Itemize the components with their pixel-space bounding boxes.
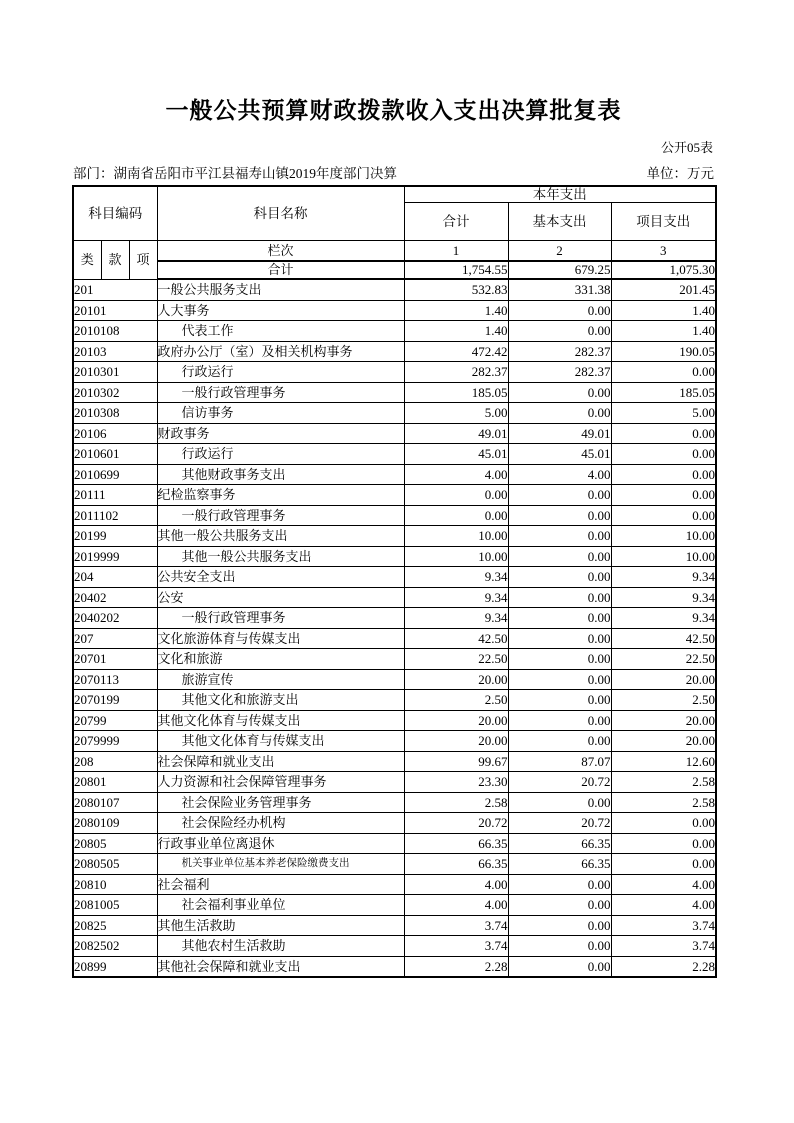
- cell-subject-name: 其他一般公共服务支出: [157, 526, 404, 547]
- document-content: [72, 0, 715, 978]
- cell-subject-code: 20111: [73, 485, 157, 506]
- cell-subject-code: 2019999: [73, 546, 157, 567]
- cell-subject-name: 其他财政事务支出: [157, 464, 404, 485]
- table-row: [73, 669, 716, 690]
- header-section: 款: [101, 241, 129, 280]
- table-row: [73, 403, 716, 424]
- cell-project-value: 1.40: [611, 300, 716, 321]
- cell-subject-code: 20801: [73, 772, 157, 793]
- cell-total-value: 9.34: [404, 608, 508, 629]
- cell-project-value: 0.00: [611, 505, 716, 526]
- cell-subject-name: 财政事务: [157, 423, 404, 444]
- cell-subject-name: 一般行政管理事务: [157, 382, 404, 403]
- cell-project-value: 3.74: [611, 936, 716, 957]
- cell-project-value: 4.00: [611, 895, 716, 916]
- table-row: [73, 956, 716, 977]
- cell-total-value: 2.58: [404, 792, 508, 813]
- cell-basic-value: 20.72: [508, 813, 611, 834]
- cell-basic-value: 0.00: [508, 505, 611, 526]
- table-row: [73, 690, 716, 711]
- cell-subject-name: 其他一般公共服务支出: [157, 546, 404, 567]
- cell-project-value: 0.00: [611, 362, 716, 383]
- cell-project-value: 10.00: [611, 526, 716, 547]
- cell-project-value: 9.34: [611, 608, 716, 629]
- cell-subject-name: 一般行政管理事务: [157, 608, 404, 629]
- cell-basic-value: 0.00: [508, 567, 611, 588]
- cell-subject-code: 20103: [73, 341, 157, 362]
- table-row: [73, 608, 716, 629]
- cell-project-value: 0.00: [611, 464, 716, 485]
- page-title: 一般公共预算财政拨款收入支出决算批复表: [165, 97, 622, 123]
- table-row: [73, 526, 716, 547]
- cell-subject-name: 公安: [157, 587, 404, 608]
- cell-total-value: 185.05: [404, 382, 508, 403]
- table-row: [73, 464, 716, 485]
- cell-project-value: 0.00: [611, 423, 716, 444]
- cell-basic-value: 0.00: [508, 526, 611, 547]
- cell-total-value: 9.34: [404, 587, 508, 608]
- table-row: [73, 731, 716, 752]
- cell-total-value: 4.00: [404, 464, 508, 485]
- table-row: [73, 833, 716, 854]
- department-label: 部门：湖南省岳阳市平江县福寿山镇2019年度部门决算: [73, 166, 397, 182]
- cell-basic-value: 0.00: [508, 628, 611, 649]
- cell-subject-name: 机关事业单位基本养老保险缴费支出: [157, 854, 404, 875]
- cell-total-value: 23.30: [404, 772, 508, 793]
- cell-subject-name: 一般行政管理事务: [157, 505, 404, 526]
- header-col-num-2: 2: [508, 241, 611, 262]
- cell-total-value: 49.01: [404, 423, 508, 444]
- cell-basic-value: 49.01: [508, 423, 611, 444]
- cell-basic-value: 4.00: [508, 464, 611, 485]
- table-row: [73, 505, 716, 526]
- cell-total-value: 472.42: [404, 341, 508, 362]
- cell-subject-code: 2040202: [73, 608, 157, 629]
- cell-project-value: 20.00: [611, 731, 716, 752]
- cell-subject-code: 2081005: [73, 895, 157, 916]
- totals-total-value: 1,754.55: [404, 261, 508, 279]
- table-row: [73, 423, 716, 444]
- cell-project-value: 22.50: [611, 649, 716, 670]
- cell-total-value: 10.00: [404, 526, 508, 547]
- cell-subject-code: 201: [73, 279, 157, 300]
- cell-basic-value: 0.00: [508, 874, 611, 895]
- cell-subject-name: 文化旅游体育与传媒支出: [157, 628, 404, 649]
- cell-subject-code: 2080505: [73, 854, 157, 875]
- cell-project-value: 0.00: [611, 813, 716, 834]
- table-row: [73, 279, 716, 300]
- cell-project-value: 2.58: [611, 772, 716, 793]
- cell-total-value: 3.74: [404, 915, 508, 936]
- cell-subject-name: 社会保险业务管理事务: [157, 792, 404, 813]
- cell-basic-value: 282.37: [508, 362, 611, 383]
- totals-basic-value: 679.25: [508, 261, 611, 279]
- cell-subject-name: 公共安全支出: [157, 567, 404, 588]
- cell-subject-name: 其他文化和旅游支出: [157, 690, 404, 711]
- table-row: [73, 546, 716, 567]
- cell-subject-code: 20805: [73, 833, 157, 854]
- cell-project-value: 9.34: [611, 587, 716, 608]
- cell-total-value: 22.50: [404, 649, 508, 670]
- cell-subject-name: 社会保险经办机构: [157, 813, 404, 834]
- table-row: [73, 300, 716, 321]
- cell-total-value: 1.40: [404, 321, 508, 342]
- cell-subject-code: 20106: [73, 423, 157, 444]
- cell-subject-name: 社会福利: [157, 874, 404, 895]
- table-row: [73, 341, 716, 362]
- unit-label: 单位：万元: [646, 166, 714, 182]
- table-row: [73, 362, 716, 383]
- cell-basic-value: 66.35: [508, 854, 611, 875]
- cell-basic-value: 331.38: [508, 279, 611, 300]
- cell-subject-name: 代表工作: [157, 321, 404, 342]
- cell-subject-code: 20799: [73, 710, 157, 731]
- cell-basic-value: 282.37: [508, 341, 611, 362]
- header-item: 项: [129, 241, 157, 280]
- cell-basic-value: 0.00: [508, 895, 611, 916]
- table-row: [73, 649, 716, 670]
- table-row: [73, 915, 716, 936]
- cell-total-value: 9.34: [404, 567, 508, 588]
- table-row: [73, 854, 716, 875]
- meta-row: [72, 162, 715, 182]
- cell-project-value: 5.00: [611, 403, 716, 424]
- cell-total-value: 20.72: [404, 813, 508, 834]
- budget-table: [72, 185, 717, 978]
- cell-subject-code: 20402: [73, 587, 157, 608]
- cell-basic-value: 0.00: [508, 731, 611, 752]
- cell-basic-value: 0.00: [508, 792, 611, 813]
- cell-subject-code: 207: [73, 628, 157, 649]
- cell-project-value: 0.00: [611, 854, 716, 875]
- cell-subject-code: 20101: [73, 300, 157, 321]
- header-col-num-1: 1: [404, 241, 508, 262]
- header-basic-expenditure: 基本支出: [508, 203, 611, 241]
- cell-total-value: 20.00: [404, 669, 508, 690]
- table-row: [73, 628, 716, 649]
- cell-project-value: 12.60: [611, 751, 716, 772]
- table-row: [73, 874, 716, 895]
- cell-total-value: 3.74: [404, 936, 508, 957]
- header-class: 类: [73, 241, 101, 280]
- cell-project-value: 3.74: [611, 915, 716, 936]
- cell-subject-name: 其他文化体育与传媒支出: [157, 731, 404, 752]
- table-row: [73, 772, 716, 793]
- header-row-column-index: [73, 241, 716, 262]
- cell-subject-code: 204: [73, 567, 157, 588]
- cell-total-value: 20.00: [404, 731, 508, 752]
- table-row: [73, 444, 716, 465]
- cell-project-value: 1.40: [611, 321, 716, 342]
- cell-subject-name: 社会保障和就业支出: [157, 751, 404, 772]
- cell-subject-name: 行政运行: [157, 362, 404, 383]
- cell-total-value: 66.35: [404, 833, 508, 854]
- cell-total-value: 0.00: [404, 485, 508, 506]
- cell-subject-code: 20701: [73, 649, 157, 670]
- cell-basic-value: 0.00: [508, 546, 611, 567]
- cell-basic-value: 45.01: [508, 444, 611, 465]
- cell-subject-code: 20825: [73, 915, 157, 936]
- cell-project-value: 10.00: [611, 546, 716, 567]
- totals-project-value: 1,075.30: [611, 261, 716, 279]
- cell-subject-code: 20899: [73, 956, 157, 977]
- cell-subject-name: 人力资源和社会保障管理事务: [157, 772, 404, 793]
- header-column-label: 栏次: [157, 241, 404, 262]
- table-row: [73, 751, 716, 772]
- cell-basic-value: 0.00: [508, 936, 611, 957]
- table-row: [73, 936, 716, 957]
- cell-total-value: 532.83: [404, 279, 508, 300]
- cell-subject-code: 2080109: [73, 813, 157, 834]
- cell-subject-name: 一般公共服务支出: [157, 279, 404, 300]
- cell-project-value: 20.00: [611, 710, 716, 731]
- cell-basic-value: 0.00: [508, 710, 611, 731]
- cell-subject-name: 旅游宣传: [157, 669, 404, 690]
- header-col-num-3: 3: [611, 241, 716, 262]
- cell-basic-value: 0.00: [508, 669, 611, 690]
- cell-basic-value: 0.00: [508, 321, 611, 342]
- table-row: [73, 710, 716, 731]
- cell-basic-value: 0.00: [508, 608, 611, 629]
- header-row-top: [73, 186, 716, 203]
- cell-subject-name: 行政运行: [157, 444, 404, 465]
- cell-basic-value: 0.00: [508, 956, 611, 977]
- cell-subject-code: 2070113: [73, 669, 157, 690]
- cell-project-value: 2.58: [611, 792, 716, 813]
- cell-total-value: 99.67: [404, 751, 508, 772]
- table-row: [73, 813, 716, 834]
- cell-total-value: 1.40: [404, 300, 508, 321]
- cell-total-value: 5.00: [404, 403, 508, 424]
- table-row: [73, 321, 716, 342]
- table-row: [73, 567, 716, 588]
- cell-basic-value: 0.00: [508, 382, 611, 403]
- cell-project-value: 0.00: [611, 444, 716, 465]
- cell-project-value: 4.00: [611, 874, 716, 895]
- cell-subject-code: 2082502: [73, 936, 157, 957]
- cell-total-value: 2.50: [404, 690, 508, 711]
- cell-subject-code: 2010301: [73, 362, 157, 383]
- cell-total-value: 0.00: [404, 505, 508, 526]
- cell-subject-name: 人大事务: [157, 300, 404, 321]
- cell-project-value: 2.50: [611, 690, 716, 711]
- table-row: [73, 485, 716, 506]
- cell-subject-code: 2010108: [73, 321, 157, 342]
- cell-total-value: 4.00: [404, 874, 508, 895]
- cell-basic-value: 0.00: [508, 485, 611, 506]
- cell-project-value: 190.05: [611, 341, 716, 362]
- cell-subject-code: 2070199: [73, 690, 157, 711]
- table-row: [73, 382, 716, 403]
- cell-project-value: 9.34: [611, 567, 716, 588]
- header-current-year-expenditure: 本年支出: [404, 186, 716, 203]
- cell-basic-value: 0.00: [508, 403, 611, 424]
- cell-subject-name: 文化和旅游: [157, 649, 404, 670]
- cell-project-value: 0.00: [611, 485, 716, 506]
- cell-basic-value: 0.00: [508, 300, 611, 321]
- cell-subject-name: 其他文化体育与传媒支出: [157, 710, 404, 731]
- cell-basic-value: 20.72: [508, 772, 611, 793]
- cell-total-value: 2.28: [404, 956, 508, 977]
- cell-subject-code: 2010699: [73, 464, 157, 485]
- cell-subject-name: 其他生活救助: [157, 915, 404, 936]
- cell-subject-name: 政府办公厅（室）及相关机构事务: [157, 341, 404, 362]
- cell-subject-name: 社会福利事业单位: [157, 895, 404, 916]
- table-row: [73, 792, 716, 813]
- table-row: [73, 587, 716, 608]
- cell-subject-code: 2080107: [73, 792, 157, 813]
- cell-subject-code: 2079999: [73, 731, 157, 752]
- cell-subject-name: 其他农村生活救助: [157, 936, 404, 957]
- form-code-label: 公开05表: [660, 140, 713, 156]
- cell-basic-value: 87.07: [508, 751, 611, 772]
- cell-subject-code: 2010601: [73, 444, 157, 465]
- cell-project-value: 0.00: [611, 833, 716, 854]
- cell-project-value: 20.00: [611, 669, 716, 690]
- cell-total-value: 42.50: [404, 628, 508, 649]
- cell-subject-code: 20199: [73, 526, 157, 547]
- cell-subject-code: 20810: [73, 874, 157, 895]
- header-subject-code: 科目编码: [73, 186, 157, 241]
- cell-basic-value: 0.00: [508, 915, 611, 936]
- cell-subject-code: 2010302: [73, 382, 157, 403]
- totals-label: 合计: [157, 261, 404, 279]
- cell-total-value: 66.35: [404, 854, 508, 875]
- cell-project-value: 42.50: [611, 628, 716, 649]
- cell-subject-name: 信访事务: [157, 403, 404, 424]
- cell-total-value: 282.37: [404, 362, 508, 383]
- cell-project-value: 185.05: [611, 382, 716, 403]
- header-total: 合计: [404, 203, 508, 241]
- cell-project-value: 2.28: [611, 956, 716, 977]
- cell-subject-name: 纪检监察事务: [157, 485, 404, 506]
- cell-subject-code: 2010308: [73, 403, 157, 424]
- table-row: [73, 895, 716, 916]
- cell-basic-value: 0.00: [508, 649, 611, 670]
- header-project-expenditure: 项目支出: [611, 203, 716, 241]
- cell-total-value: 10.00: [404, 546, 508, 567]
- table-body: [73, 279, 716, 977]
- totals-row: [73, 261, 716, 279]
- cell-subject-code: 208: [73, 751, 157, 772]
- cell-subject-code: 2011102: [73, 505, 157, 526]
- cell-basic-value: 0.00: [508, 690, 611, 711]
- cell-subject-name: 其他社会保障和就业支出: [157, 956, 404, 977]
- header-subject-name: 科目名称: [157, 186, 404, 241]
- cell-basic-value: 66.35: [508, 833, 611, 854]
- cell-project-value: 201.45: [611, 279, 716, 300]
- cell-subject-name: 行政事业单位离退休: [157, 833, 404, 854]
- cell-total-value: 45.01: [404, 444, 508, 465]
- cell-total-value: 20.00: [404, 710, 508, 731]
- cell-total-value: 4.00: [404, 895, 508, 916]
- cell-basic-value: 0.00: [508, 587, 611, 608]
